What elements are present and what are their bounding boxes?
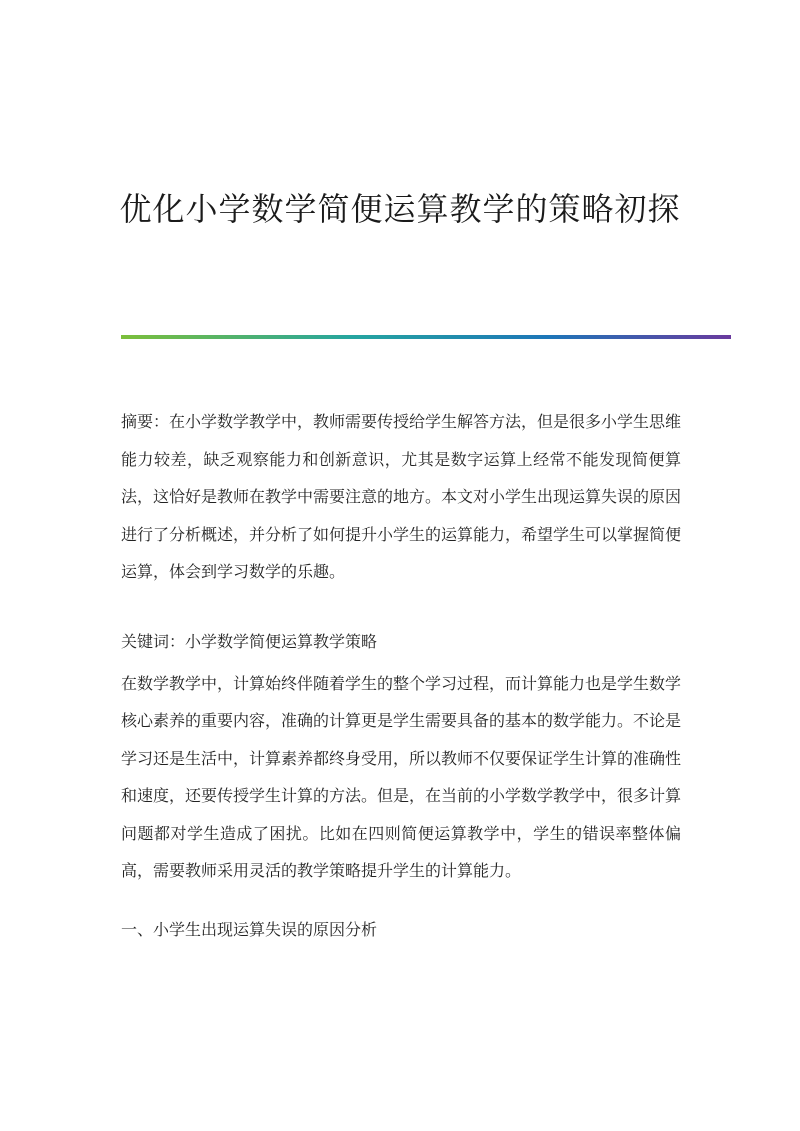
document-body [121, 403, 681, 948]
title-divider [121, 335, 731, 339]
keywords-line: 关键词：小学数学简便运算教学策略 [121, 632, 378, 651]
document-title: 优化小学数学简便运算教学的策略初探 [119, 190, 681, 228]
intro-paragraph: 在数学教学中，计算始终伴随着学生的整个学习过程，而计算能力也是学生数学核心素养的重要内容，准确的计算更是学生需要具备的基本的数学能力。不论是学习还是生活中，计算素养都终身受用，所以教师不仅要保证学生计算的准确性和速度，还要传授学生计算的方法。但是，在当前的小学数学教学中，很多计算问题都对学生造成了困扰。比如在四则简便运算教学中，学生的错误率整体偏高，需要教师采用灵活的教学策略提升学生的计算能力。 [121, 673, 682, 880]
section-heading: 一、小学生出现运算失误的原因分析 [121, 919, 378, 939]
abstract-paragraph: 摘要：在小学数学教学中，教师需要传授给学生解答方法，但是很多小学生思维能力较差，缺乏观察能力和创新意识，尤其是数字运算上经常不能发现简便算法，这恰好是教师在教学中需要注意的地方。本文对小学生出现运算失误的原因进行了分析概述，并分析了如何提升小学生的运算能力，希望学生可以掌握简便运算，体会到学习数学的乐趣。 [121, 412, 682, 581]
